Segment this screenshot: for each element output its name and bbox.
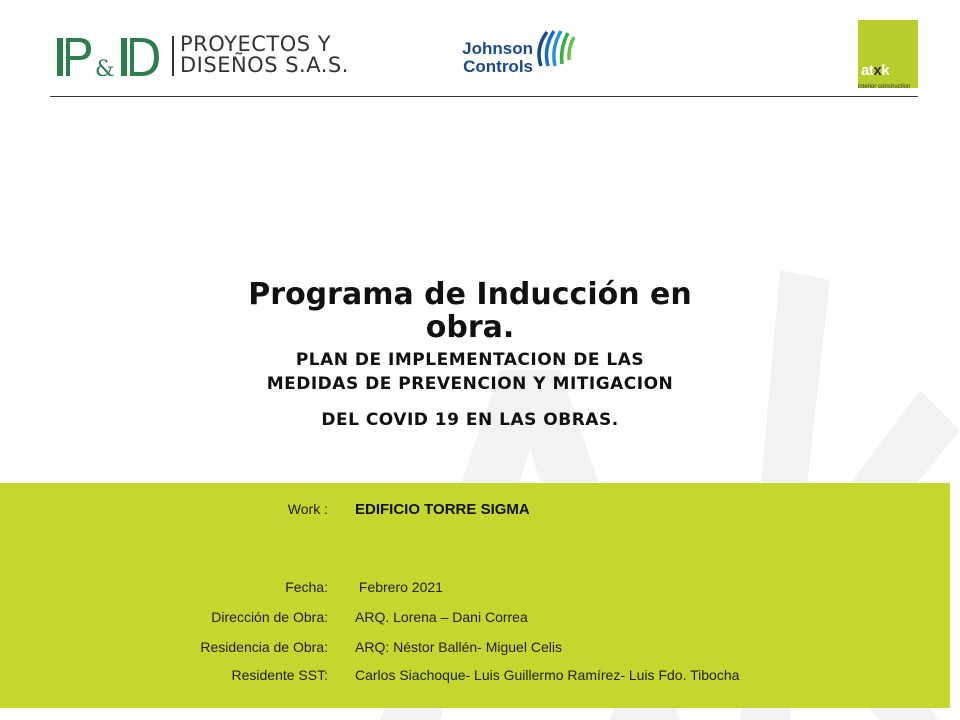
pd-logo-text — [180, 34, 349, 76]
pd-logo-line2: DISEÑOS S.A.S. — [180, 53, 349, 77]
header-divider — [50, 96, 918, 97]
pd-logo — [55, 34, 375, 84]
header — [0, 0, 960, 100]
subtitle-line-2: MEDIDAS DE PREVENCION Y MITIGACION — [266, 374, 674, 394]
atk-logo-word — [861, 62, 889, 79]
atk-logo-k: k — [881, 62, 890, 79]
johnson-controls-logo — [445, 26, 585, 86]
jc-logo-text — [445, 40, 533, 76]
pd-logo-line1: PROYECTOS Y — [180, 32, 332, 56]
residencia-value: ARQ: Néstor Ballén- Miguel Celis — [355, 639, 562, 655]
pd-logo-divider — [172, 36, 174, 76]
sst-label: Residente SST: — [231, 667, 328, 683]
jc-logo-line1: Johnson — [462, 39, 533, 58]
svg-text:&: & — [95, 57, 115, 80]
subtitle-line-3: DEL COVID 19 EN LAS OBRAS. — [321, 410, 619, 430]
work-value: EDIFICIO TORRE SIGMA — [355, 501, 530, 518]
work-label: Work : — [287, 501, 328, 517]
direccion-value: ARQ. Lorena – Dani Correa — [355, 609, 528, 625]
direccion-label: Dirección de Obra: — [211, 609, 328, 625]
project-info-band — [0, 483, 950, 708]
residencia-label: Residencia de Obra: — [200, 639, 328, 655]
jc-logo-line2: Controls — [463, 57, 533, 76]
atk-logo-subtitle: interior construction — [858, 84, 911, 90]
fecha-label: Fecha: — [285, 579, 328, 595]
pd-logo-mark-icon — [55, 34, 165, 80]
atk-logo-x: x — [873, 62, 882, 79]
jc-logo-swirl-icon — [533, 26, 579, 72]
atk-logo — [858, 20, 918, 88]
sst-value: Carlos Siachoque- Luis Guillermo Ramírez- Luis Fdo. Tibocha — [355, 667, 740, 683]
fecha-value: Febrero 2021 — [355, 579, 443, 595]
atk-logo-at: at — [861, 62, 874, 79]
subtitle-line-1: PLAN DE IMPLEMENTACION DE LAS — [295, 350, 645, 370]
title-block — [180, 278, 760, 432]
page-title: Programa de Inducción en obra. — [248, 277, 692, 345]
